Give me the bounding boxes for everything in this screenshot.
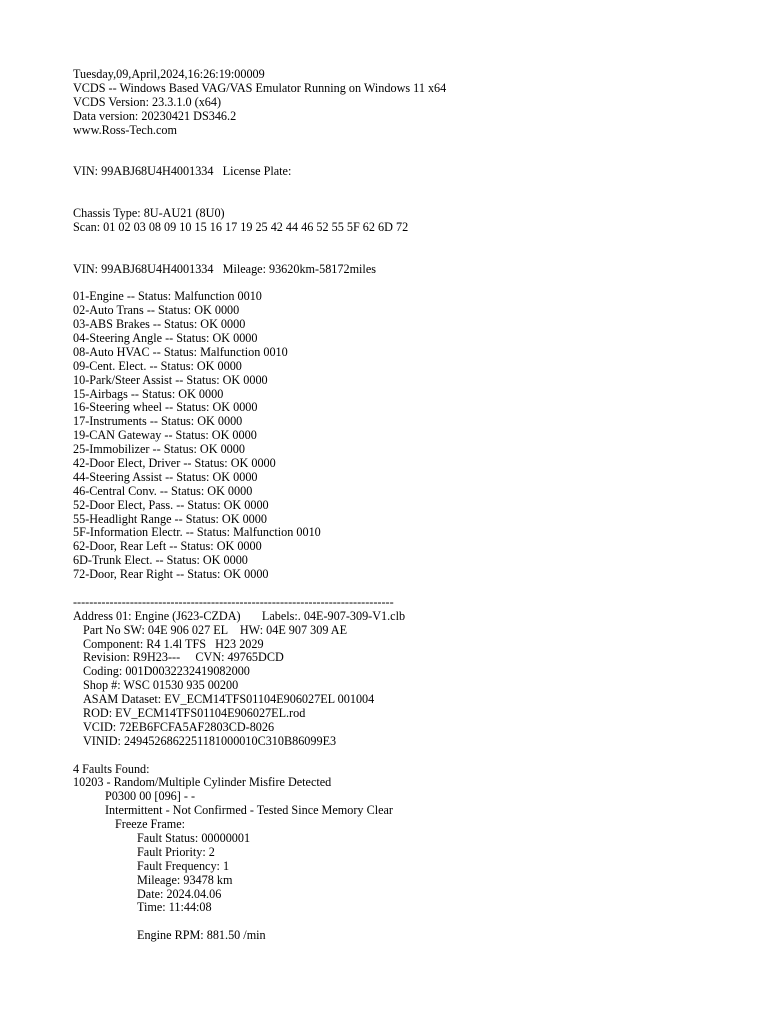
address-details bbox=[73, 624, 733, 749]
module-status-row: 10-Park/Steer Assist -- Status: OK 0000 bbox=[73, 372, 268, 387]
module-status-row: 16-Steering wheel -- Status: OK 0000 bbox=[73, 400, 258, 415]
freeze-frame-row: Time: 11:44:08 bbox=[137, 900, 212, 915]
module-status-row: 01-Engine -- Status: Malfunction 0010 bbox=[73, 289, 262, 304]
address-detail-row: ROD: EV_ECM14TFS01104E906027EL.rod bbox=[83, 706, 306, 721]
module-status-row: 25-Immobilizer -- Status: OK 0000 bbox=[73, 442, 245, 457]
scan-list: Scan: 01 02 03 08 09 10 15 16 17 19 25 42 44 46 52 55 5F 62 6D 72 bbox=[73, 219, 409, 234]
module-status-row: 62-Door, Rear Left -- Status: OK 0000 bbox=[73, 539, 262, 554]
freeze-frame-row: Fault Status: 00000001 bbox=[137, 831, 251, 846]
address-detail-row: ASAM Dataset: EV_ECM14TFS01104E906027EL 001004 bbox=[83, 692, 375, 707]
module-status-row: 46-Central Conv. -- Status: OK 0000 bbox=[73, 483, 253, 498]
fault-code: P0300 00 [096] - - bbox=[105, 789, 196, 804]
freeze-frame-row: Mileage: 93478 km bbox=[137, 872, 233, 887]
chassis-type: Chassis Type: 8U-AU21 (8U0) bbox=[73, 205, 225, 220]
address-detail-row: Part No SW: 04E 906 027 EL HW: 04E 907 309 AE bbox=[83, 622, 348, 637]
module-status-row: 42-Door Elect, Driver -- Status: OK 0000 bbox=[73, 455, 276, 470]
freeze-frame-list bbox=[73, 832, 733, 915]
report-document bbox=[73, 68, 733, 943]
address-detail-row: Coding: 001D0032232419082000 bbox=[83, 664, 250, 679]
module-status-row: 6D-Trunk Elect. -- Status: OK 0000 bbox=[73, 553, 248, 568]
freeze-frame-row: Fault Frequency: 1 bbox=[137, 858, 230, 873]
fault-title: 10203 - Random/Multiple Cylinder Misfire Detected bbox=[73, 775, 332, 790]
timestamp: Tuesday,09,April,2024,16:26:19:00009 bbox=[73, 67, 265, 81]
data-version: Data version: 20230421 DS346.2 bbox=[73, 108, 237, 123]
module-status-list bbox=[73, 290, 733, 582]
module-status-row: 44-Steering Assist -- Status: OK 0000 bbox=[73, 469, 258, 484]
fault-status: Intermittent - Not Confirmed - Tested Since Memory Clear bbox=[105, 803, 393, 818]
freeze-frame-row: Date: 2024.04.06 bbox=[137, 886, 222, 901]
module-status-row: 72-Door, Rear Right -- Status: OK 0000 bbox=[73, 567, 269, 582]
vin-mileage-line: VIN: 99ABJ68U4H4001334 Mileage: 93620km-58172miles bbox=[73, 261, 376, 276]
address-title: Address 01: Engine (J623-CZDA) Labels:. 04E-907-309-V1.clb bbox=[73, 608, 406, 623]
module-status-row: 08-Auto HVAC -- Status: Malfunction 0010 bbox=[73, 344, 288, 359]
vcds-version: VCDS Version: 23.3.1.0 (x64) bbox=[73, 94, 222, 109]
app-title: VCDS -- Windows Based VAG/VAS Emulator Running on Windows 11 x64 bbox=[73, 80, 447, 95]
module-status-row: 17-Instruments -- Status: OK 0000 bbox=[73, 414, 243, 429]
module-status-row: 04-Steering Angle -- Status: OK 0000 bbox=[73, 330, 258, 345]
address-detail-row: Revision: R9H23--- CVN: 49765DCD bbox=[83, 650, 284, 665]
faults-count: 4 Faults Found: bbox=[73, 761, 150, 776]
engine-rpm: Engine RPM: 881.50 /min bbox=[137, 928, 266, 943]
module-status-row: 09-Cent. Elect. -- Status: OK 0000 bbox=[73, 358, 242, 373]
address-detail-row: VINID: 2494526862251181000010C310B86099E3 bbox=[83, 733, 337, 748]
freeze-frame-label: Freeze Frame: bbox=[115, 817, 186, 832]
address-detail-row: VCID: 72EB6FCFA5AF2803CD-8026 bbox=[83, 719, 275, 734]
module-status-row: 02-Auto Trans -- Status: OK 0000 bbox=[73, 303, 240, 318]
module-status-row: 03-ABS Brakes -- Status: OK 0000 bbox=[73, 317, 246, 332]
module-status-row: 55-Headlight Range -- Status: OK 0000 bbox=[73, 511, 267, 526]
module-status-row: 5F-Information Electr. -- Status: Malfunction 0010 bbox=[73, 525, 321, 540]
website-link[interactable]: www.Ross-Tech.com bbox=[73, 122, 177, 137]
address-detail-row: Component: R4 1.4l TFS H23 2029 bbox=[83, 636, 264, 651]
module-status-row: 15-Airbags -- Status: OK 0000 bbox=[73, 386, 224, 401]
freeze-frame-row: Fault Priority: 2 bbox=[137, 844, 215, 859]
module-status-row: 19-CAN Gateway -- Status: OK 0000 bbox=[73, 428, 257, 443]
module-status-row: 52-Door Elect, Pass. -- Status: OK 0000 bbox=[73, 497, 269, 512]
address-detail-row: Shop #: WSC 01530 935 00200 bbox=[83, 678, 239, 693]
vin-license-line: VIN: 99ABJ68U4H4001334 License Plate: bbox=[73, 164, 292, 179]
separator-line: ------------------------------------------------------------------------------- bbox=[73, 594, 394, 609]
